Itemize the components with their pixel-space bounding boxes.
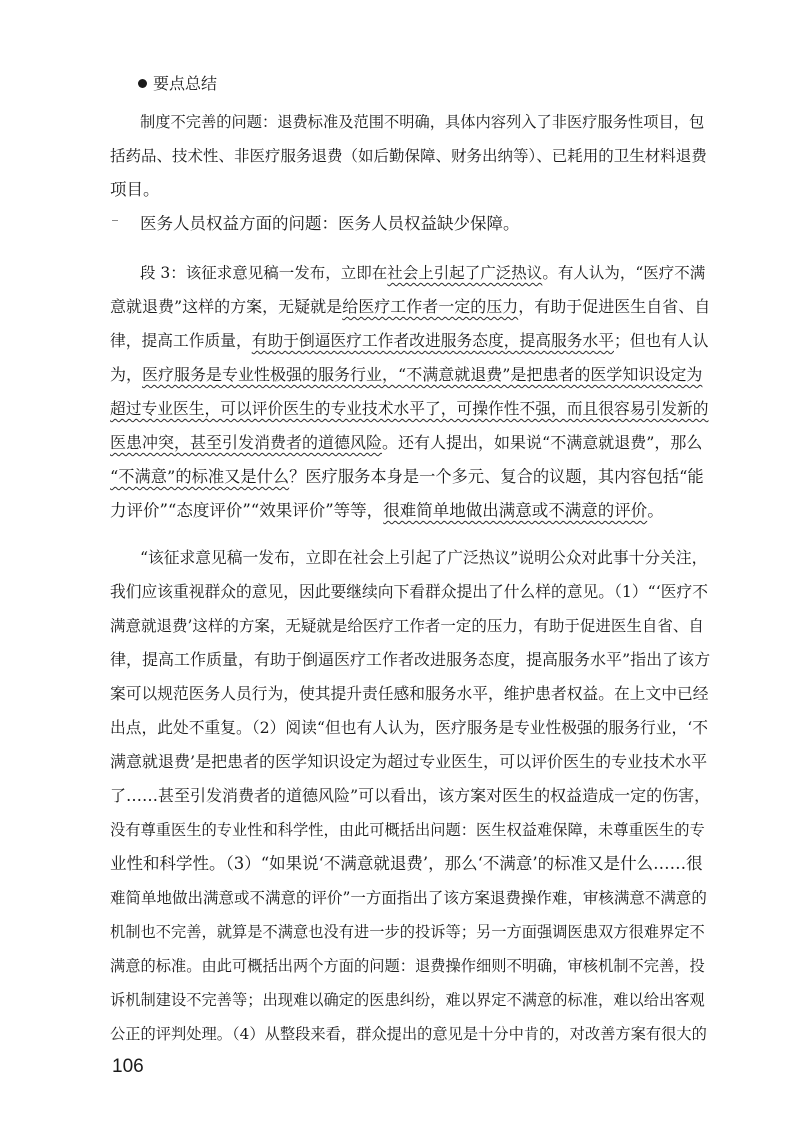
- section3-line: 意就退费”这样的方案，无疑就是给医疗工作者一定的压力，有助于促进医生自省、自: [110, 297, 711, 316]
- analysis-line: 机制也不完善，就算是不满意也没有进一步的投诉等；另一方面强调医患双方很难界定不: [110, 923, 705, 941]
- underlined-phrase: 给医疗工作者一定的压力: [342, 297, 519, 316]
- underlined-phrase: “不满意”的标准又是什么: [110, 467, 290, 486]
- underlined-phrase: 有助于倒逼医疗工作者改进服务态度，提高服务水平: [251, 331, 614, 350]
- section3-line: 律，提高工作质量，有助于倒逼医疗工作者改进服务态度，提高服务水平；但也有人认: [110, 331, 709, 350]
- analysis-line: 难简单地做出满意或不满意的评价”一方面指出了该方案退费操作难，审核满意不满意的: [110, 889, 707, 907]
- analysis-line: 满意就退费’这样的方案，无疑就是给医疗工作者一定的压力，有助于促进医生自省、自: [110, 617, 704, 635]
- underlined-phrase: 很难简单地做出满意或不满意的评价: [383, 501, 648, 520]
- underlined-phrase: 超过专业医生，可以评价医生的专业技术水平了，可操作性不强，而且很容易引发新的: [110, 399, 709, 418]
- section3-line: 段 3：该征求意见稿一发布，立即在社会上引起了广泛热议。有人认为，“医疗不满: [140, 264, 706, 282]
- summary-p1-line: 括药品、技术性、非医疗服务退费（如后勤保障、财务出纳等）、已耗用的卫生材料退费: [110, 147, 707, 165]
- analysis-line: 满意的标准。由此可概括出两个方面的问题：退费操作细则不明确，审核机制不完善，投: [110, 957, 705, 975]
- summary-p1-line: 项目。: [110, 180, 160, 199]
- analysis-line: 出点，此处不重复。（2）阅读“但也有人认为，医疗服务是专业性极强的服务行业，‘不: [110, 718, 708, 737]
- page-number: 106: [112, 1056, 144, 1077]
- analysis-line: “该征求意见稿一发布，立即在社会上引起了广泛热议”说明公众对此事十分关注，: [140, 548, 708, 567]
- summary-p1-line: 制度不完善的问题：退费标准及范围不明确，具体内容列入了非医疗服务性项目，包: [140, 113, 705, 131]
- analysis-line: 没有尊重医生的专业性和科学性，由此可概括出问题：医生权益难保障，未尊重医生的专: [110, 821, 705, 839]
- margin-mark: [112, 220, 118, 221]
- analysis-line: 案可以规范医务人员行为，使其提升责任感和服务水平，维护患者权益。在上文中已经: [110, 684, 709, 703]
- underlined-phrase: 社会上引起了广泛热议: [387, 264, 543, 282]
- section3-line: “不满意”的标准又是什么？医疗服务本身是一个多元、复合的议题，其内容包括“能: [110, 467, 704, 486]
- section3-line: 为，医疗服务是专业性极强的服务行业，“不满意就退费”是把患者的医学知识设定为: [110, 365, 703, 384]
- section3-line: [110, 399, 710, 419]
- analysis-line: 律，提高工作质量，有助于倒逼医疗工作者改进服务态度，提高服务水平”指出了该方: [110, 650, 711, 669]
- summary-heading: 要点总结: [138, 74, 738, 94]
- analysis-line: 公正的评判处理。（4）从整段来看，群众提出的意见是十分中肯的，对改善方案有很大的: [110, 1025, 707, 1043]
- analysis-line: 业性和科学性。（3）“如果说‘不满意就退费’，那么‘不满意’的标准又是什么……很: [110, 854, 703, 873]
- analysis-line: 诉机制建设不完善等；出现难以确定的医患纠纷，难以界定不满意的标准，难以给出客观: [110, 991, 705, 1009]
- analysis-line: 了……甚至引发消费者的道德风险”可以看出，该方案对医生的权益造成一定的伤害，: [110, 786, 711, 805]
- analysis-line: 满意就退费’是把患者的医学知识设定为超过专业医生，可以评价医生的专业技术水平: [110, 752, 708, 771]
- analysis-line: 我们应该重视群众的意见，因此要继续向下看群众提出了什么样的意见。（1）“‘医疗不: [110, 582, 708, 601]
- bullet-dot-icon: [138, 79, 147, 88]
- section3-line: 医患冲突，甚至引发消费者的道德风险。还有人提出，如果说“不满意就退费”，那么: [110, 433, 703, 452]
- underlined-phrase: 医患冲突，甚至引发消费者的道德风险: [110, 433, 383, 452]
- section3-line: 力评价”“态度评价”“效果评价”等等，很难简单地做出满意或不满意的评价。: [110, 501, 664, 520]
- underlined-phrase: 医疗服务是专业性极强的服务行业，“不满意就退费”是把患者的医学知识设定为: [142, 365, 703, 384]
- summary-p2: 医务人员权益方面的问题：医务人员权益缺少保障。: [140, 214, 520, 233]
